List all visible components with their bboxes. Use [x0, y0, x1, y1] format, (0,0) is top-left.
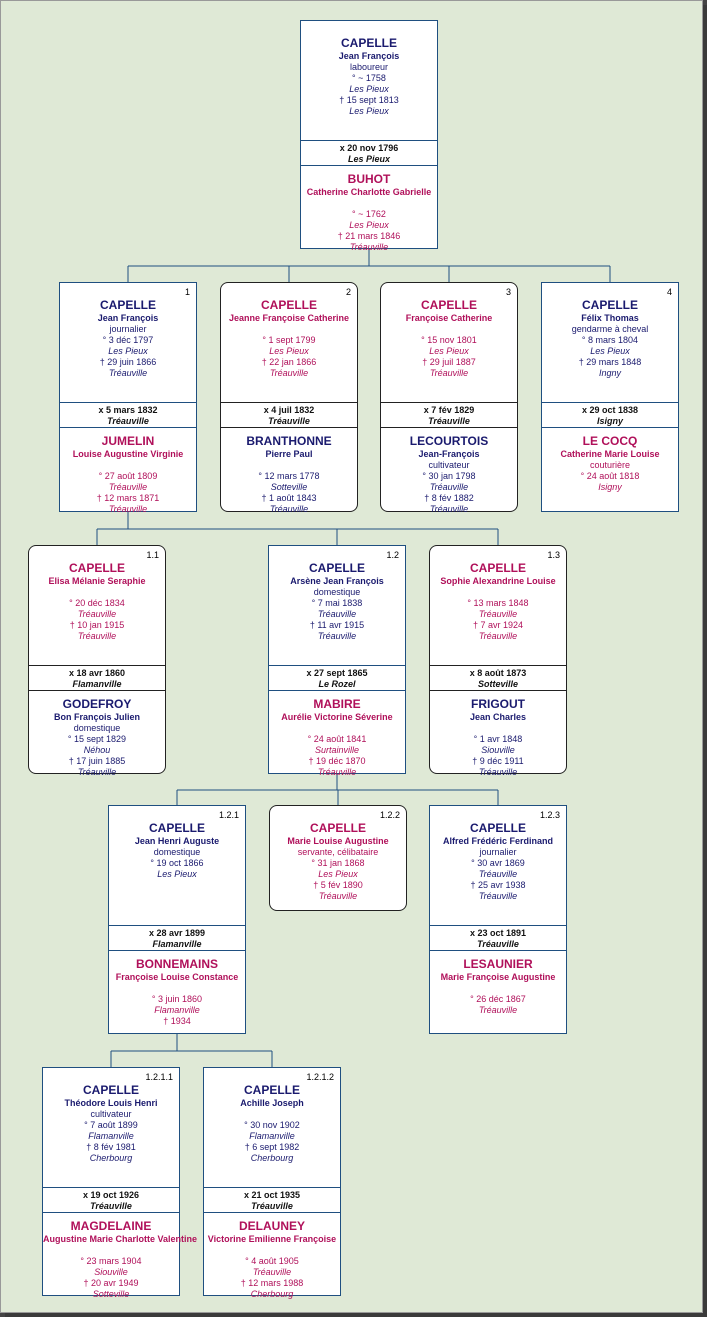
marriage-block: [43, 1187, 179, 1213]
place-text: Sotteville: [92, 1289, 130, 1299]
place-text: Flamanville: [154, 1005, 200, 1015]
sosa-number: 1.2.1.2: [306, 1072, 334, 1082]
detail-text: journalier: [109, 324, 147, 334]
spouse-surname: LECOURTOIS: [409, 434, 489, 448]
person-block: [109, 806, 245, 925]
detail-text: ° 30 avr 1869: [471, 858, 525, 868]
person-surname: CAPELLE: [308, 561, 365, 575]
place-text: Siouville: [94, 1267, 128, 1277]
detail-text: † 25 avr 1938: [470, 880, 526, 890]
marriage-date: x 20 nov 1796: [339, 143, 399, 153]
spouse-block: [109, 951, 245, 1027]
place-text: Tréauville: [478, 891, 518, 901]
detail-text: † 12 mars 1988: [240, 1278, 304, 1288]
person-card[interactable]: [429, 545, 567, 777]
person-card[interactable]: [203, 1067, 341, 1299]
person-given-names: Alfred Frédéric Ferdinand: [442, 836, 554, 846]
person-card[interactable]: [28, 545, 166, 777]
place-text: Tréauville: [108, 368, 148, 378]
detail-text: ° 1 avr 1848: [473, 734, 523, 744]
detail-text: ° 19 oct 1866: [150, 858, 204, 868]
detail-text: ° 30 jan 1798: [422, 471, 476, 481]
person-block: [381, 283, 517, 402]
person-card[interactable]: [380, 282, 518, 512]
sosa-number: 1: [184, 287, 190, 297]
marriage-date: x 5 mars 1832: [98, 405, 158, 415]
spouse-surname: BRANTHONNE: [246, 434, 332, 448]
detail-text: † 20 avr 1949: [83, 1278, 139, 1288]
person-block: [542, 283, 678, 402]
sosa-number: 1.3: [547, 550, 560, 560]
spouse-given-names: Catherine Charlotte Gabrielle: [306, 187, 432, 197]
spouse-block: [430, 691, 566, 778]
detail-text: † 29 mars 1848: [578, 357, 642, 367]
marriage-date: x 18 avr 1860: [68, 668, 126, 678]
person-card[interactable]: [429, 805, 567, 1034]
marriage-place: Tréauville: [107, 416, 149, 426]
marriage-date: x 27 sept 1865: [306, 668, 368, 678]
place-text: Tréauville: [108, 504, 148, 514]
place-text: Isigny: [598, 482, 622, 492]
spouse-block: [301, 166, 437, 253]
detail-text: ° 12 mars 1778: [258, 471, 320, 481]
marriage-place: Tréauville: [251, 1201, 293, 1211]
person-given-names: Théodore Louis Henri: [64, 1098, 158, 1108]
spouse-given-names: Louise Augustine Virginie: [72, 449, 184, 459]
detail-text: ° 31 jan 1868: [311, 858, 365, 868]
spouse-surname: LE COCQ: [582, 434, 638, 448]
detail-text: ° 30 nov 1902: [244, 1120, 300, 1130]
detail-text: domestique: [73, 723, 121, 733]
place-text: Tréauville: [478, 869, 518, 879]
place-text: Tréauville: [269, 504, 309, 514]
place-text: Tréauville: [77, 767, 117, 777]
person-surname: CAPELLE: [260, 298, 317, 312]
spouse-given-names: Augustine Marie Charlotte Valentine: [43, 1234, 198, 1244]
place-text: Ingny: [598, 368, 622, 378]
person-given-names: Jean Henri Auguste: [134, 836, 220, 846]
place-text: Les Pieux: [429, 346, 469, 356]
marriage-block: [29, 665, 165, 691]
person-surname: CAPELLE: [420, 298, 477, 312]
marriage-place: Tréauville: [477, 939, 519, 949]
place-text: Tréauville: [269, 368, 309, 378]
detail-text: † 19 déc 1870: [308, 756, 366, 766]
place-text: Tréauville: [77, 609, 117, 619]
detail-text: † 7 avr 1924: [472, 620, 524, 630]
place-text: Tréauville: [478, 767, 518, 777]
spouse-block: [542, 428, 678, 493]
marriage-date: x 19 oct 1926: [82, 1190, 140, 1200]
marriage-block: [542, 402, 678, 428]
detail-text: † 15 sept 1813: [339, 95, 399, 105]
marriage-block: [430, 925, 566, 951]
sosa-number: 1.2.2: [379, 810, 400, 820]
place-text: Les Pieux: [318, 869, 358, 879]
marriage-block: [60, 402, 196, 428]
spouse-given-names: Catherine Marie Louise: [560, 449, 660, 459]
detail-text: ° 15 nov 1801: [421, 335, 477, 345]
person-block: [430, 546, 566, 665]
detail-text: servante, célibataire: [297, 847, 379, 857]
marriage-place: Flamanville: [152, 939, 202, 949]
spouse-surname: LESAUNIER: [463, 957, 533, 971]
spouse-given-names: Aurélie Victorine Séverine: [281, 712, 393, 722]
spacer: [109, 983, 245, 994]
place-text: Tréauville: [317, 767, 357, 777]
spacer: [204, 1245, 340, 1256]
person-given-names: Arsène Jean François: [290, 576, 384, 586]
place-text: Les Pieux: [349, 106, 389, 116]
detail-text: ° ~ 1762: [352, 209, 386, 219]
detail-text: † 11 avr 1915: [309, 620, 365, 630]
marriage-date: x 23 oct 1891: [469, 928, 527, 938]
marriage-place: Tréauville: [90, 1201, 132, 1211]
detail-text: † 29 juil 1887: [422, 357, 476, 367]
marriage-block: [204, 1187, 340, 1213]
person-card[interactable]: [269, 805, 407, 911]
person-surname: CAPELLE: [243, 1083, 300, 1097]
person-card[interactable]: [300, 20, 438, 252]
detail-text: † 1 août 1843: [261, 493, 317, 503]
person-block: [301, 21, 437, 140]
marriage-block: [301, 140, 437, 166]
marriage-place: Les Pieux: [347, 154, 391, 164]
place-text: Cherbourg: [89, 1153, 133, 1163]
detail-text: ° 24 août 1841: [307, 734, 367, 744]
marriage-place: Tréauville: [268, 416, 310, 426]
marriage-place: Le Rozel: [318, 679, 356, 689]
place-text: Flamanville: [88, 1131, 134, 1141]
spouse-surname: MAGDELAINE: [70, 1219, 152, 1233]
detail-text: † 1934: [163, 1016, 191, 1026]
marriage-place: Flamanville: [72, 679, 122, 689]
detail-text: cultivateur: [90, 1109, 132, 1119]
person-surname: CAPELLE: [469, 561, 526, 575]
marriage-date: x 21 oct 1935: [243, 1190, 301, 1200]
sosa-number: 3: [505, 287, 511, 297]
marriage-place: Tréauville: [428, 416, 470, 426]
detail-text: ° 23 mars 1904: [80, 1256, 142, 1266]
spouse-block: [43, 1213, 198, 1300]
person-given-names: Félix Thomas: [581, 313, 639, 323]
person-card[interactable]: [541, 282, 679, 512]
person-block: [29, 546, 165, 665]
person-card[interactable]: [220, 282, 358, 512]
marriage-date: x 28 avr 1899: [148, 928, 206, 938]
spouse-surname: FRIGOUT: [471, 697, 525, 711]
person-given-names: Achille Joseph: [240, 1098, 304, 1108]
person-given-names: Jean François: [338, 51, 400, 61]
place-text: Les Pieux: [269, 346, 309, 356]
detail-text: domestique: [153, 847, 201, 857]
detail-text: † 8 fév 1981: [86, 1142, 136, 1152]
marriage-date: x 8 août 1873: [469, 668, 527, 678]
place-text: Tréauville: [318, 891, 358, 901]
place-text: Tréauville: [429, 368, 469, 378]
spacer: [221, 460, 357, 471]
spouse-block: [60, 428, 196, 515]
spouse-surname: BUHOT: [347, 172, 391, 186]
place-text: Tréauville: [478, 609, 518, 619]
place-text: Les Pieux: [349, 220, 389, 230]
place-text: Néhou: [83, 745, 111, 755]
person-given-names: Sophie Alexandrine Louise: [440, 576, 556, 586]
spouse-surname: MABIRE: [313, 697, 361, 711]
detail-text: journalier: [479, 847, 517, 857]
detail-text: † 6 sept 1982: [244, 1142, 300, 1152]
marriage-block: [430, 665, 566, 691]
place-text: Tréauville: [108, 482, 148, 492]
person-given-names: Elisa Mélanie Seraphie: [48, 576, 146, 586]
spouse-surname: GODEFROY: [62, 697, 132, 711]
marriage-date: x 29 oct 1838: [581, 405, 639, 415]
person-surname: CAPELLE: [340, 36, 397, 50]
sosa-number: 1.2.1: [218, 810, 239, 820]
person-card[interactable]: [108, 805, 246, 1034]
spacer: [269, 723, 405, 734]
place-text: Les Pieux: [349, 84, 389, 94]
marriage-block: [269, 665, 405, 691]
spouse-surname: DELAUNEY: [238, 1219, 305, 1233]
place-text: Tréauville: [349, 242, 389, 252]
spacer: [430, 723, 566, 734]
place-text: Les Pieux: [590, 346, 630, 356]
person-block: [270, 806, 406, 925]
detail-text: † 8 fév 1882: [424, 493, 474, 503]
detail-text: † 9 déc 1911: [472, 756, 524, 766]
place-text: Tréauville: [429, 482, 469, 492]
spouse-surname: BONNEMAINS: [135, 957, 218, 971]
spouse-given-names: Victorine Emilienne Françoise: [207, 1234, 337, 1244]
person-surname: CAPELLE: [99, 298, 156, 312]
spouse-surname: JUMELIN: [101, 434, 155, 448]
place-text: Flamanville: [249, 1131, 295, 1141]
spacer: [301, 198, 437, 209]
detail-text: ° 13 mars 1848: [467, 598, 529, 608]
person-block: [43, 1068, 179, 1187]
detail-text: couturière: [589, 460, 631, 470]
person-block: [60, 283, 196, 402]
detail-text: ° 26 déc 1867: [470, 994, 526, 1004]
detail-text: † 12 mars 1871: [96, 493, 160, 503]
person-block: [204, 1068, 340, 1187]
detail-text: laboureur: [349, 62, 389, 72]
sosa-number: 4: [666, 287, 672, 297]
spouse-block: [29, 691, 165, 778]
place-text: Cherbourg: [250, 1289, 294, 1299]
place-text: Tréauville: [252, 1267, 292, 1277]
spacer: [43, 1245, 179, 1256]
detail-text: ° 4 août 1905: [245, 1256, 299, 1266]
person-given-names: Marie Louise Augustine: [287, 836, 389, 846]
place-text: Sotteville: [270, 482, 308, 492]
detail-text: † 5 fév 1890: [313, 880, 363, 890]
spacer: [430, 587, 566, 598]
marriage-place: Isigny: [596, 416, 623, 426]
spouse-block: [221, 428, 357, 515]
marriage-date: x 4 juil 1832: [263, 405, 315, 415]
spouse-block: [269, 691, 405, 778]
sosa-number: 2: [345, 287, 351, 297]
person-surname: CAPELLE: [309, 821, 366, 835]
person-card[interactable]: [42, 1067, 198, 1299]
spouse-block: [204, 1213, 340, 1300]
person-block: [269, 546, 405, 665]
place-text: Tréauville: [429, 504, 469, 514]
place-text: Tréauville: [317, 609, 357, 619]
person-given-names: Françoise Catherine: [405, 313, 493, 323]
sosa-number: 1.2: [386, 550, 399, 560]
person-given-names: Jeanne Françoise Catherine: [228, 313, 350, 323]
spacer: [381, 324, 517, 335]
marriage-date: x 7 fév 1829: [423, 405, 475, 415]
person-block: [221, 283, 357, 402]
place-text: Surtainville: [314, 745, 360, 755]
person-card[interactable]: [59, 282, 197, 512]
detail-text: † 17 juin 1885: [68, 756, 126, 766]
detail-text: † 22 jan 1866: [261, 357, 317, 367]
detail-text: ° 15 sept 1829: [67, 734, 127, 744]
sosa-number: 1.2.3: [539, 810, 560, 820]
detail-text: ° ~ 1758: [352, 73, 386, 83]
spacer: [430, 983, 566, 994]
marriage-block: [381, 402, 517, 428]
spouse-given-names: Jean Charles: [469, 712, 527, 722]
detail-text: ° 3 déc 1797: [102, 335, 154, 345]
place-text: Les Pieux: [157, 869, 197, 879]
place-text: Siouville: [481, 745, 515, 755]
spacer: [221, 324, 357, 335]
sosa-number: 1.1: [146, 550, 159, 560]
detail-text: † 10 jan 1915: [69, 620, 125, 630]
person-card[interactable]: [268, 545, 406, 777]
person-surname: CAPELLE: [469, 821, 526, 835]
detail-text: ° 1 sept 1799: [262, 335, 316, 345]
spouse-given-names: Jean-François: [418, 449, 480, 459]
detail-text: ° 20 déc 1834: [69, 598, 125, 608]
detail-text: ° 7 mai 1838: [311, 598, 363, 608]
detail-text: ° 24 août 1818: [580, 471, 640, 481]
detail-text: gendarme à cheval: [571, 324, 649, 334]
spacer: [204, 1109, 340, 1120]
place-text: Tréauville: [77, 631, 117, 641]
marriage-block: [221, 402, 357, 428]
person-given-names: Jean François: [97, 313, 159, 323]
detail-text: ° 7 août 1899: [84, 1120, 138, 1130]
place-text: Les Pieux: [108, 346, 148, 356]
place-text: Tréauville: [478, 1005, 518, 1015]
detail-text: ° 27 août 1809: [98, 471, 158, 481]
spouse-block: [430, 951, 566, 1016]
spouse-given-names: Marie Françoise Augustine: [440, 972, 556, 982]
spouse-block: [381, 428, 517, 515]
person-surname: CAPELLE: [148, 821, 205, 835]
person-block: [430, 806, 566, 925]
sosa-number: 1.2.1.1: [145, 1072, 173, 1082]
marriage-place: Sotteville: [477, 679, 518, 689]
detail-text: domestique: [313, 587, 361, 597]
spouse-given-names: Bon François Julien: [53, 712, 140, 722]
person-surname: CAPELLE: [581, 298, 638, 312]
marriage-block: [109, 925, 245, 951]
detail-text: cultivateur: [428, 460, 470, 470]
person-surname: CAPELLE: [68, 561, 125, 575]
spacer: [29, 587, 165, 598]
detail-text: † 21 mars 1846: [337, 231, 401, 241]
spouse-given-names: Françoise Louise Constance: [115, 972, 239, 982]
person-surname: CAPELLE: [82, 1083, 139, 1097]
place-text: Tréauville: [317, 631, 357, 641]
spouse-given-names: Pierre Paul: [265, 449, 313, 459]
detail-text: ° 8 mars 1804: [581, 335, 639, 345]
detail-text: ° 3 juin 1860: [151, 994, 203, 1004]
spacer: [60, 460, 196, 471]
place-text: Tréauville: [478, 631, 518, 641]
detail-text: † 29 juin 1866: [99, 357, 157, 367]
place-text: Cherbourg: [250, 1153, 294, 1163]
